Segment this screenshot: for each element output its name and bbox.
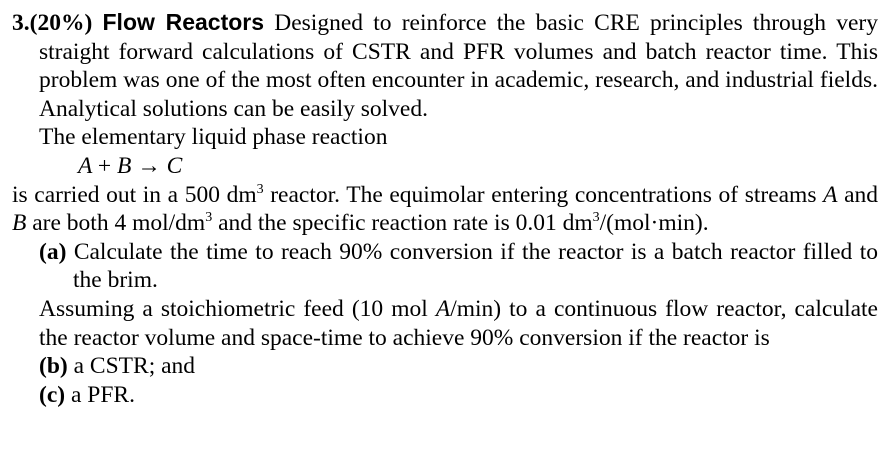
problem-intro: Designed to reinforce the basic CRE principles through very straight forward calculations of CSTR and PFR volumes and batch reactor time. This problem was one of the most often encounter in academic, research, and industrial fields. Analytical solutions can be easily solved. [39,10,879,122]
problem-document [12,8,878,409]
conditions-paragraph: is carried out in a 500 $dm^3$ reactor. The equimolar entering concentrations of streams A and B are both 4 mol/$dm^3$ and the specific reaction rate is 0.01 $dm^3/(mol\cdot\min)$. [12,181,878,237]
problem-weight: (20%) [29,10,93,36]
problem-title: Flow Reactors [102,9,265,35]
part-b-text: a CSTR; and [67,353,196,380]
part-a-label: (a) [39,238,67,265]
reaction-equation [12,152,878,181]
part-c-label: (c) [39,381,66,408]
reaction-arrow: → [137,152,161,179]
part-b-label: (b) [39,353,68,380]
part-a [12,238,878,295]
part-c-text: a PFR. [65,381,135,408]
feed-paragraph: Assuming a stoichiometric feed (10 mol A/min) to a continuous flow reactor, calculate the reactor volume and space-time to achieve 90% conversion if the reactor is [39,295,878,351]
product-c: C [166,152,183,179]
problem-header-paragraph [12,8,878,123]
plus-sign: + [97,152,112,179]
reactant-b: B [116,152,132,179]
reactant-a: A [78,152,92,179]
part-b [12,352,878,381]
reaction-intro: The elementary liquid phase reaction [39,124,388,151]
part-c [12,381,878,410]
part-a-text: Calculate the time to reach 90% conversion if the reactor is a batch reactor filled to the brim. [66,238,878,294]
problem-number: 3. [12,10,30,36]
